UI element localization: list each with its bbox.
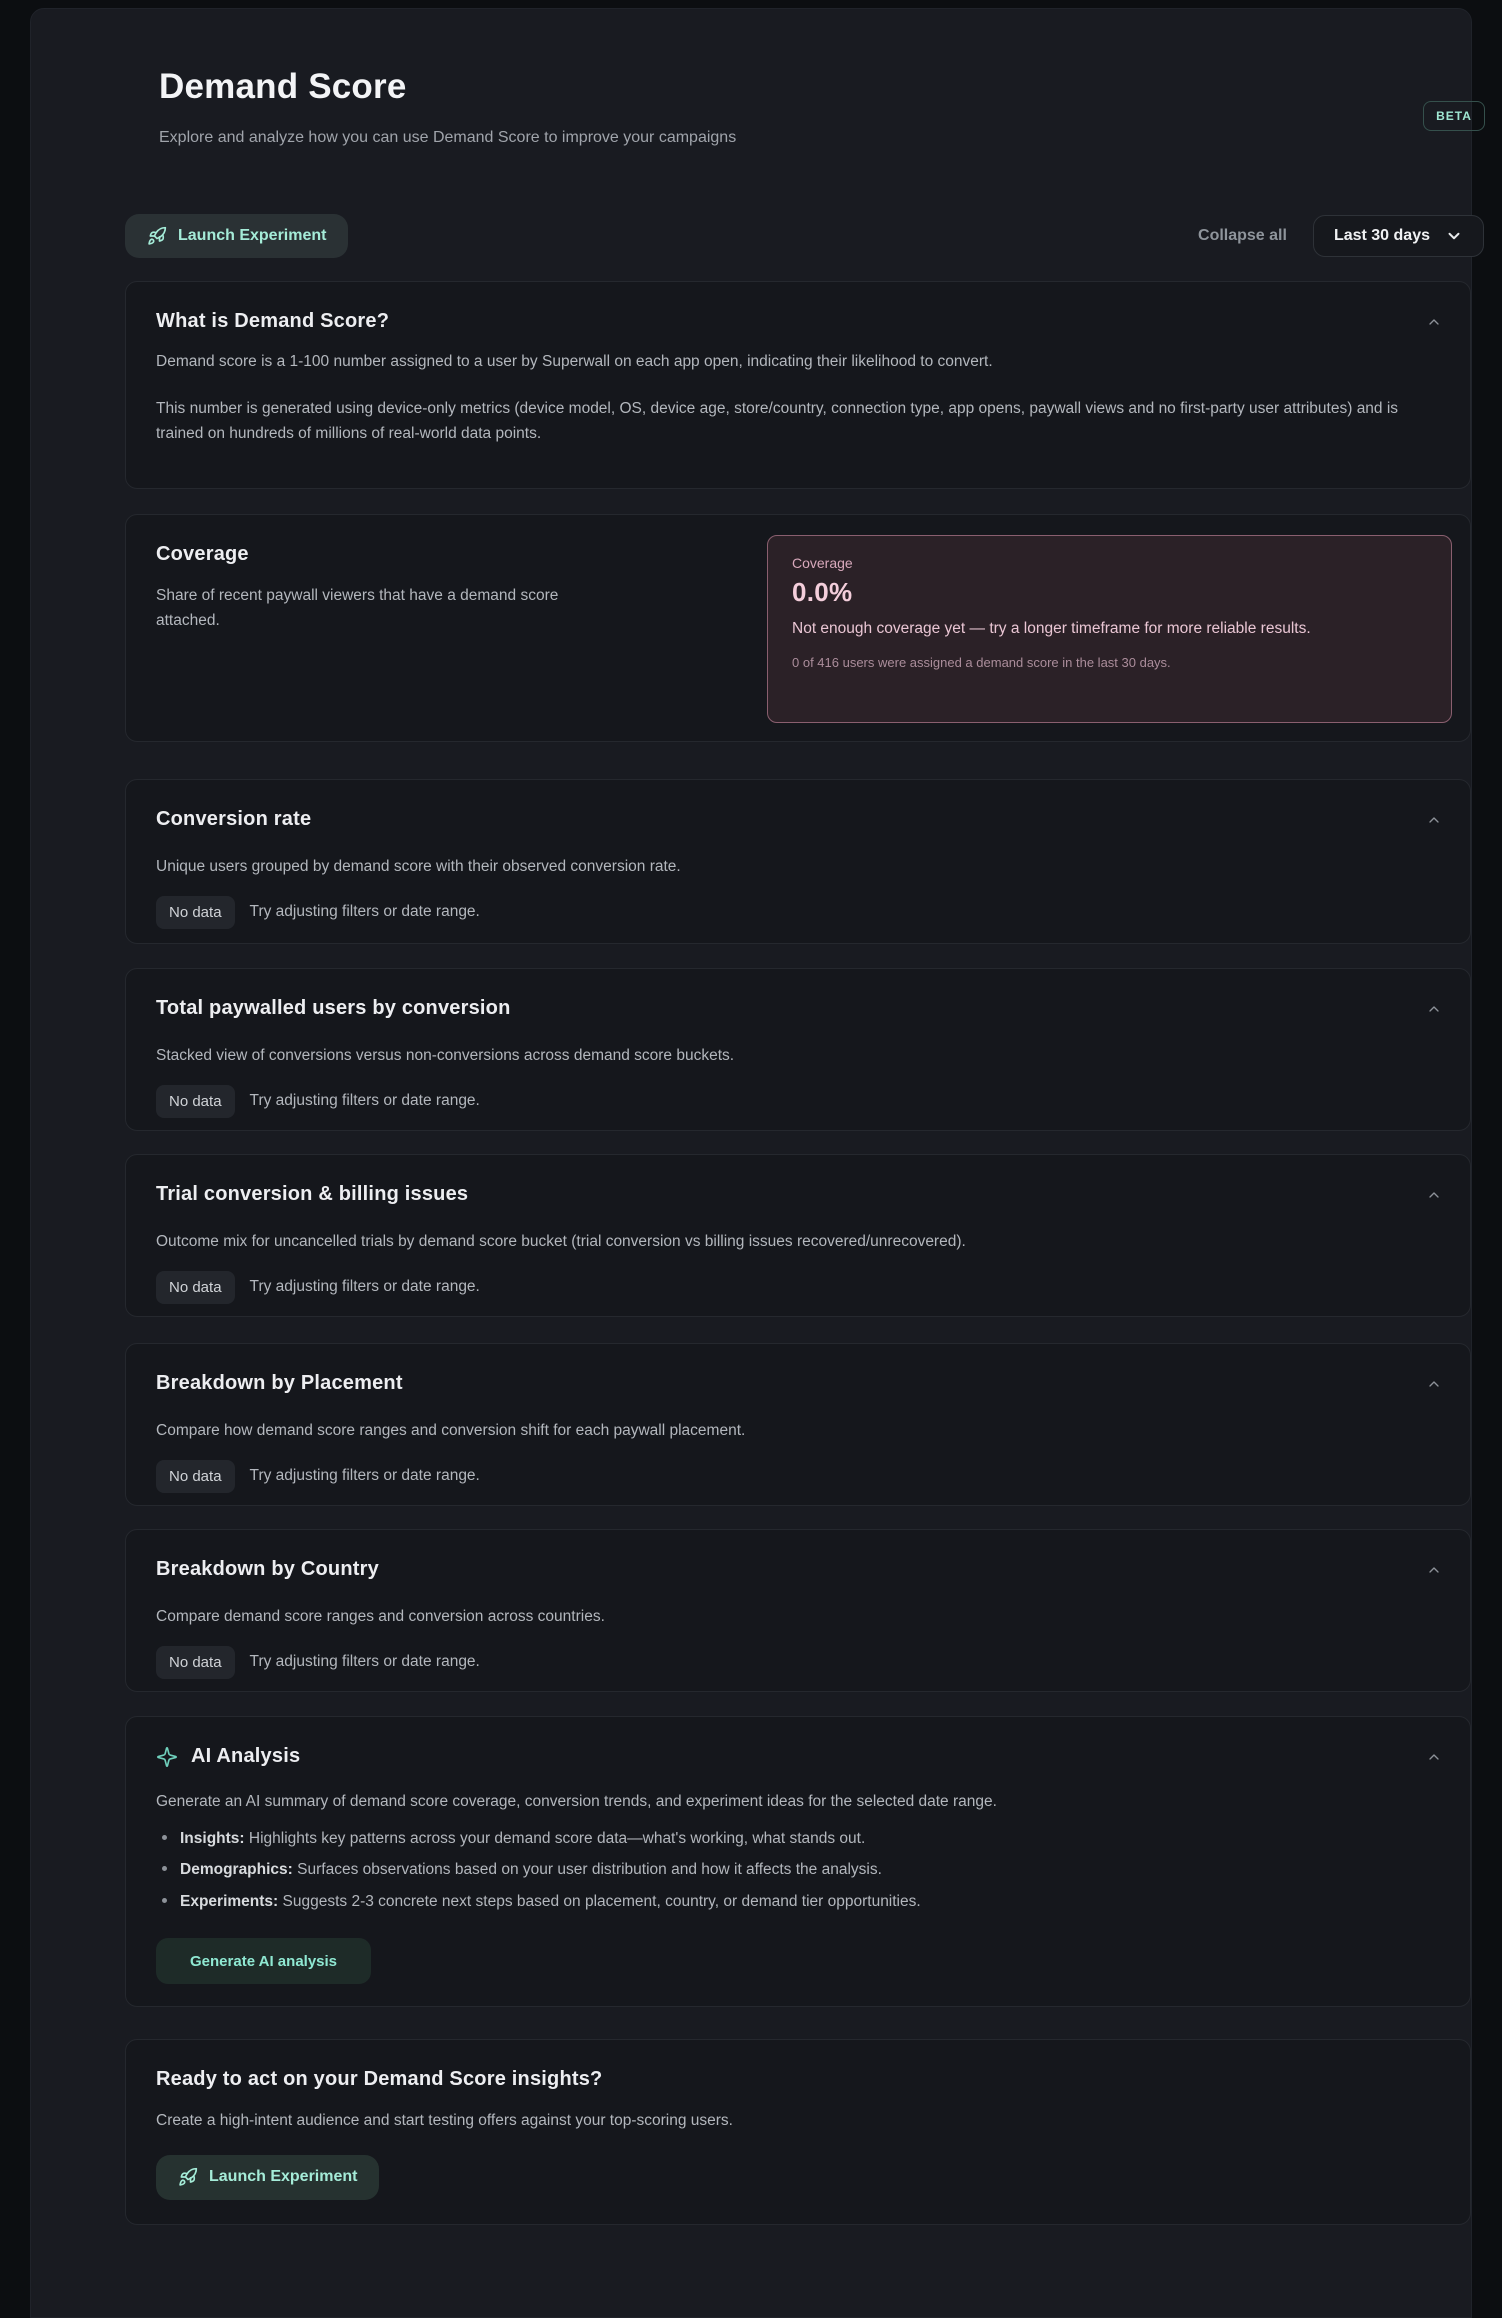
no-data-badge: No data <box>156 1460 235 1493</box>
no-data-badge: No data <box>156 1646 235 1679</box>
rocket-icon <box>178 2167 198 2187</box>
chevron-up-icon <box>1426 1187 1442 1203</box>
card-coverage <box>125 514 1471 742</box>
what-is-paragraph-1: Demand score is a 1-100 number assigned to a user by Superwall on each app open, indicating their likelihood to convert. <box>156 353 993 370</box>
page-title: Demand Score <box>159 67 407 106</box>
card-description: Stacked view of conversions versus non-conversions across demand score buckets. <box>156 1047 735 1064</box>
bullet-dot-icon <box>162 1866 167 1871</box>
card-cta-launch <box>125 2039 1471 2225</box>
coverage-metric-label: Coverage <box>792 555 853 571</box>
launch-experiment-label: Launch Experiment <box>178 227 327 244</box>
card-title: Conversion rate <box>156 808 312 830</box>
chevron-up-icon <box>1426 812 1442 828</box>
coverage-description: Share of recent paywall viewers that have a demand score attached. <box>156 587 559 629</box>
card-title: Total paywalled users by conversion <box>156 997 511 1019</box>
toolbar-right-group <box>1198 215 1484 257</box>
coverage-metric-message: Not enough coverage yet — try a longer timeframe for more reliable results. <box>792 620 1311 637</box>
collapse-section-button[interactable] <box>1424 312 1444 335</box>
bullet-dot-icon <box>162 1898 167 1903</box>
no-data-hint: Try adjusting filters or date range. <box>249 1652 480 1670</box>
no-data-badge: No data <box>156 896 235 929</box>
no-data-hint: Try adjusting filters or date range. <box>249 1466 480 1484</box>
no-data-badge: No data <box>156 1085 235 1118</box>
coverage-metric-panel <box>767 535 1452 723</box>
cta-description: Create a high-intent audience and start testing offers against your top-scoring users. <box>156 2112 733 2129</box>
toolbar <box>125 214 1484 258</box>
cta-launch-experiment-button[interactable] <box>156 2155 379 2200</box>
chevron-up-icon <box>1426 1376 1442 1392</box>
generate-ai-analysis-button[interactable]: Generate AI analysis <box>156 1938 371 1984</box>
chevron-up-icon <box>1426 1562 1442 1578</box>
collapse-section-button[interactable] <box>1424 999 1444 1022</box>
bullet-dot-icon <box>162 1835 167 1840</box>
no-data-hint: Try adjusting filters or date range. <box>249 1277 480 1295</box>
page-subtitle: Explore and analyze how you can use Demand Score to improve your campaigns <box>159 129 737 146</box>
sparkle-icon <box>156 1746 178 1768</box>
card-title: Breakdown by Country <box>156 1558 379 1580</box>
coverage-left-column <box>156 543 586 634</box>
coverage-metric-value: 0.0% <box>792 577 853 607</box>
card-conversion-rate <box>125 779 1471 944</box>
card-title: Breakdown by Placement <box>156 1372 403 1394</box>
what-is-paragraph-2: This number is generated using device-only metrics (device model, OS, device age, store/country, connection type, app opens, paywall views and no first-party user attributes) and is trained on hundreds of millions of real-world data points. <box>156 399 1399 442</box>
ai-bullet-experiments <box>156 1891 1440 1913</box>
ai-bullet-list <box>156 1828 1440 1913</box>
collapse-section-button[interactable] <box>1424 810 1444 833</box>
card-total-paywalled-users <box>125 968 1471 1131</box>
bullet-text: Demographics: Surfaces observations based on your user distribution and how it affects the analysis. <box>180 1861 882 1879</box>
collapse-section-button[interactable] <box>1424 1374 1444 1397</box>
card-title: What is Demand Score? <box>156 310 390 332</box>
date-range-dropdown[interactable] <box>1313 215 1484 257</box>
no-data-hint: Try adjusting filters or date range. <box>249 1091 480 1109</box>
chevron-up-icon <box>1426 1749 1442 1765</box>
chevron-down-icon <box>1445 227 1463 245</box>
bullet-text: Experiments: Suggests 2-3 concrete next steps based on placement, country, or demand tier opportunities. <box>180 1892 921 1910</box>
no-data-row <box>156 1646 1440 1679</box>
no-data-row <box>156 1460 1440 1493</box>
beta-badge: BETA <box>1423 101 1485 131</box>
bullet-text: Insights: Highlights key patterns across your demand score data—what's working, what stands out. <box>180 1829 866 1847</box>
ai-description: Generate an AI summary of demand score coverage, conversion trends, and experiment ideas for the selected date range. <box>156 1793 997 1810</box>
date-range-value: Last 30 days <box>1333 227 1430 244</box>
chevron-up-icon <box>1426 1001 1442 1017</box>
card-trial-conversion-billing <box>125 1154 1471 1317</box>
rocket-icon <box>147 226 167 246</box>
card-description: Compare demand score ranges and conversion across countries. <box>156 1608 605 1625</box>
collapse-all-button[interactable]: Collapse all <box>1198 227 1287 244</box>
card-ai-analysis <box>125 1716 1471 2007</box>
no-data-row <box>156 1085 1440 1118</box>
card-breakdown-by-placement <box>125 1343 1471 1506</box>
card-description: Compare how demand score ranges and conversion shift for each paywall placement. <box>156 1422 746 1439</box>
card-what-is-demand-score <box>125 281 1471 489</box>
card-breakdown-by-country <box>125 1529 1471 1692</box>
no-data-row <box>156 1271 1440 1304</box>
card-description: Outcome mix for uncancelled trials by demand score bucket (trial conversion vs billing issues recovered/unrecovered). <box>156 1233 966 1250</box>
collapse-section-button[interactable] <box>1424 1747 1444 1770</box>
collapse-section-button[interactable] <box>1424 1185 1444 1208</box>
card-title: Trial conversion & billing issues <box>156 1183 469 1205</box>
no-data-badge: No data <box>156 1271 235 1304</box>
main-panel <box>30 8 1472 2318</box>
ai-bullet-demographics <box>156 1859 1440 1881</box>
coverage-metric-footnote: 0 of 416 users were assigned a demand score in the last 30 days. <box>792 655 1171 671</box>
card-title: Coverage <box>156 543 249 565</box>
card-title: AI Analysis <box>191 1745 301 1767</box>
card-description: Unique users grouped by demand score with their observed conversion rate. <box>156 858 681 875</box>
cta-launch-experiment-label: Launch Experiment <box>209 2168 358 2186</box>
no-data-row <box>156 896 1440 929</box>
collapse-section-button[interactable] <box>1424 1560 1444 1583</box>
ai-title-row <box>156 1745 1440 1768</box>
launch-experiment-button[interactable] <box>125 214 348 258</box>
no-data-hint: Try adjusting filters or date range. <box>249 902 480 920</box>
ai-bullet-insights <box>156 1828 1440 1850</box>
chevron-up-icon <box>1426 314 1442 330</box>
cta-title: Ready to act on your Demand Score insights? <box>156 2068 603 2090</box>
